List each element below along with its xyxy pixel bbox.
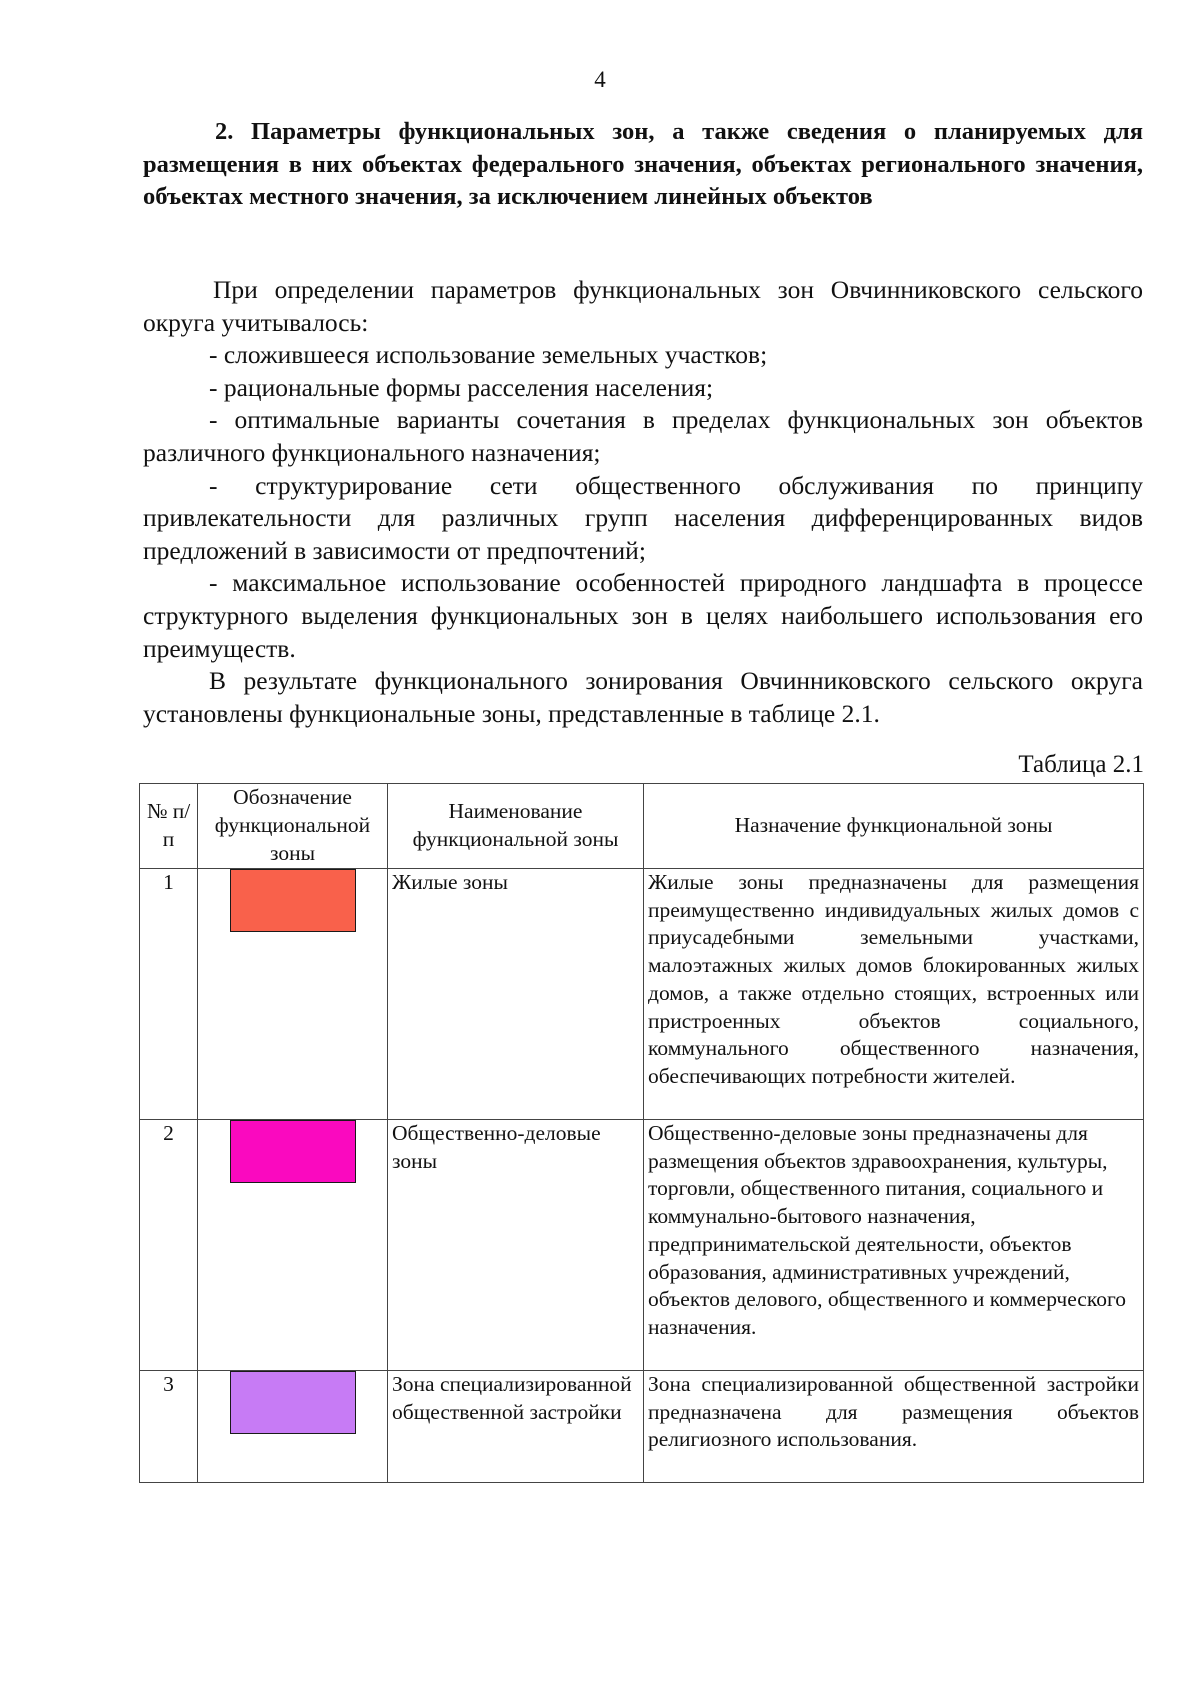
zones-table bbox=[139, 783, 1144, 1483]
row-number: 3 bbox=[140, 1371, 198, 1483]
section-heading: 2. Параметры функциональных зон, а также сведения о планируемых для размещения в них объектах федерального значения, объектах регионального значения, объектах местного значения, за исключением линейных объектов bbox=[143, 118, 1143, 210]
header-designation: Обозначение функциональной зоны bbox=[198, 784, 388, 869]
zone-purpose: Жилые зоны предназначены для размещения преимущественно индивидуальных жилых домов с приусадебными земельными участками, малоэтажных жилых домов блокированных жилых домов, а также отдельно стоящих, встроенных или пристроенных объектов социального, коммунального общественного назначения, обеспечивающих потребности жителей. bbox=[644, 869, 1144, 1120]
table-row bbox=[140, 1120, 1144, 1371]
zone-color-swatch bbox=[230, 869, 356, 932]
row-number: 1 bbox=[140, 869, 198, 1120]
zone-color-swatch bbox=[230, 1120, 356, 1183]
zone-purpose: Общественно-деловые зоны предназначены для размещения объектов здравоохранения, культуры, торговли, общественного питания, социального и коммунально-бытового назначения, предпринимательской деятельности, объектов образования, административных учреждений, объектов делового, общественного и коммерческого назначения. bbox=[644, 1120, 1144, 1371]
table-row bbox=[140, 1371, 1144, 1483]
zone-designation bbox=[198, 1371, 388, 1483]
zone-designation bbox=[198, 869, 388, 1120]
row-number: 2 bbox=[140, 1120, 198, 1371]
intro-item: - структурирование сети общественного обслуживания по принципу привлекательности для различных групп населения дифференцированных видов предложений в зависимости от предпочтений; bbox=[143, 470, 1143, 565]
table-caption: Таблица 2.1 bbox=[1018, 751, 1144, 778]
zone-name: Жилые зоны bbox=[388, 869, 644, 1120]
table-row bbox=[140, 869, 1144, 1120]
header-name: Наименование функциональной зоны bbox=[388, 784, 644, 869]
intro-conclusion: В результате функционального зонирования Овчинниковского сельского округа установлены функциональные зоны, представленные в таблице 2.1. bbox=[143, 666, 1143, 728]
intro-text bbox=[143, 274, 1143, 730]
intro-item: - оптимальные варианты сочетания в пределах функциональных зон объектов различного функционального назначения; bbox=[143, 405, 1143, 467]
zone-designation bbox=[198, 1120, 388, 1371]
zone-color-swatch bbox=[230, 1371, 356, 1434]
intro-item: - сложившееся использование земельных участков; bbox=[209, 340, 768, 370]
header-purpose: Назначение функциональной зоны bbox=[644, 784, 1144, 869]
page-number: 4 bbox=[594, 67, 606, 92]
intro-item: - рациональные формы расселения населения; bbox=[209, 372, 714, 402]
zone-name: Общественно-деловые зоны bbox=[388, 1120, 644, 1371]
table-header-row bbox=[140, 784, 1144, 869]
intro-lead: При определении параметров функциональных зон Овчинниковского сельского округа учитывалось: bbox=[143, 275, 1143, 337]
zone-name: Зона специализированной общественной застройки bbox=[388, 1371, 644, 1483]
header-number: № п/п bbox=[140, 784, 198, 869]
intro-item: - максимальное использование особенностей природного ландшафта в процессе структурного выделения функциональных зон в целях наибольшего использования его преимуществ. bbox=[143, 568, 1143, 663]
zone-purpose: Зона специализированной общественной застройки предназначена для размещения объектов религиозного использования. bbox=[644, 1371, 1144, 1483]
